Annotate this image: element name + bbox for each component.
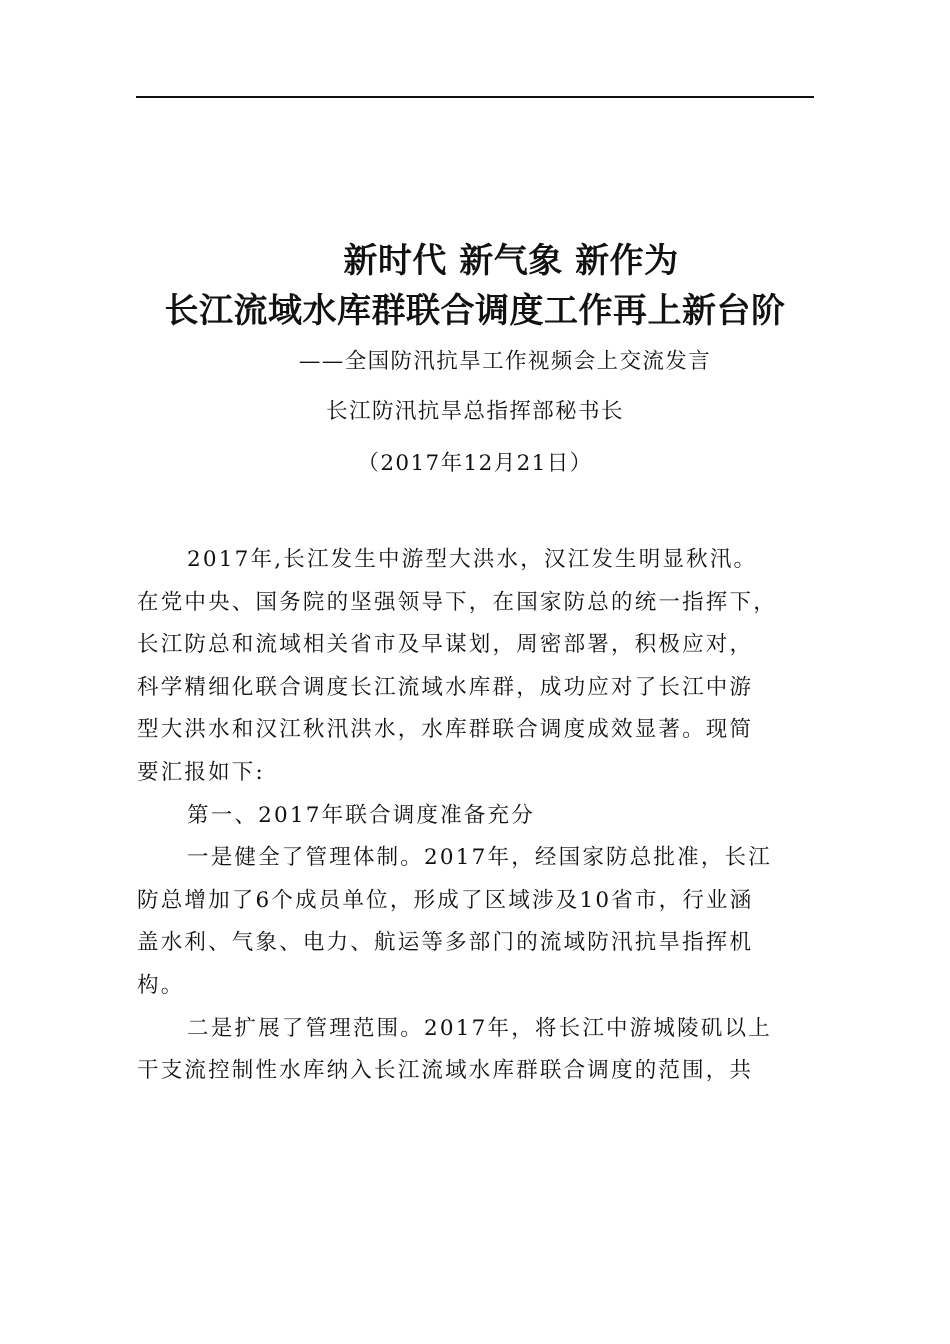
paragraph-line: 型大洪水和汉江秋汛洪水，水库群联合调度成效显著。现简 <box>137 717 754 743</box>
paragraph-line: 长江防总和流域相关省市及早谋划，周密部署，积极应对， <box>137 632 754 658</box>
title-line-1: 新时代 新气象 新作为 <box>343 241 679 281</box>
paragraph-line: 构。 <box>137 972 185 998</box>
paragraph-line: 科学精细化联合调度长江流域水库群，成功应对了长江中游 <box>137 674 754 700</box>
paragraph-line: 在党中央、国务院的坚强领导下，在国家防总的统一指挥下， <box>137 589 777 615</box>
paragraph-line: 要汇报如下: <box>137 759 265 785</box>
paragraph-line: 盖水利、气象、电力、航运等多部门的流域防汛抗旱指挥机 <box>137 930 754 956</box>
section-heading: 第一、2017年联合调度准备充分 <box>187 802 535 828</box>
title-line-2: 长江流域水库群联合调度工作再上新台阶 <box>164 291 786 331</box>
paragraph-line: 二是扩展了管理范围。2017年，将长江中游城陵矶以上 <box>187 1015 772 1041</box>
paragraph-line: 防总增加了6个成员单位，形成了区域涉及10省市，行业涵 <box>137 887 754 913</box>
date: （2017年12月21日） <box>357 451 593 476</box>
subtitle: ——全国防汛抗旱工作视频会上交流发言 <box>298 349 712 374</box>
header-rule <box>136 96 814 98</box>
paragraph-line: 2017年,长江发生中游型大洪水，汉江发生明显秋汛。 <box>187 547 758 572</box>
paragraph-line: 一是健全了管理体制。2017年，经国家防总批准，长江 <box>187 845 772 871</box>
body-text <box>137 545 817 1099</box>
paragraph-line: 干支流控制性水库纳入长江流域水库群联合调度的范围，共 <box>137 1058 754 1084</box>
speaker: 长江防汛抗旱总指挥部秘书长 <box>326 399 624 424</box>
